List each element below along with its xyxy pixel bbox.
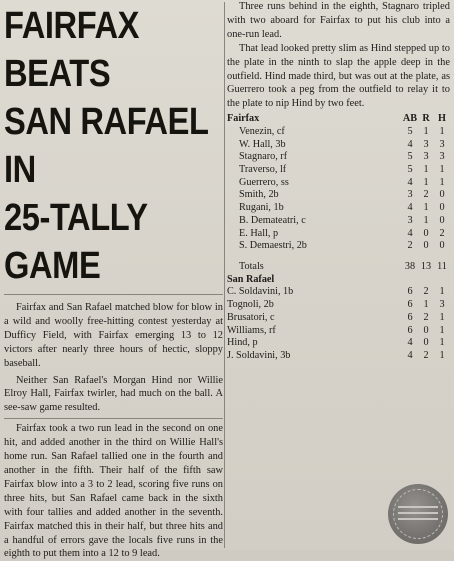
stat-h: 0 (439, 240, 445, 252)
box-score-row (227, 286, 450, 299)
stat-r: 0 (423, 240, 429, 252)
column-rule (224, 2, 225, 548)
player-name: Traverso, lf (239, 164, 287, 176)
stat-r: 1 (423, 202, 429, 214)
stat-ab: 5 (407, 151, 413, 163)
stat-r: 3 (423, 151, 429, 163)
stat-r: 0 (423, 227, 429, 239)
box-score-row (227, 337, 450, 350)
stat-h: 2 (439, 227, 445, 239)
player-name: Smith, 2b (239, 189, 279, 201)
stat-h: 1 (439, 125, 445, 137)
team-name-san-rafael: San Rafael (227, 273, 275, 285)
headline-divider (4, 294, 223, 295)
box-score-row (227, 139, 450, 152)
stat-h: 0 (439, 214, 445, 226)
box-score-row (227, 164, 450, 177)
stat-h: 1 (439, 164, 445, 176)
box-score-row (227, 202, 450, 215)
stat-ab: 4 (407, 337, 413, 349)
player-name: B. Demateatri, c (239, 214, 306, 226)
box-score-row (227, 228, 450, 241)
headline-line: SAN RAFAEL IN (4, 101, 208, 191)
player-name: J. Soldavini, 3b (227, 349, 291, 361)
stat-h: 1 (439, 324, 445, 336)
player-name: S. Demaestri, 2b (239, 240, 307, 252)
box-score-row (227, 312, 450, 325)
headline (4, 2, 221, 290)
san-rafael-player-list (227, 286, 450, 362)
stat-r: 2 (423, 286, 429, 298)
stat-h: 1 (439, 176, 445, 188)
totals-ab: 38 (404, 260, 416, 272)
stat-ab: 6 (407, 299, 413, 311)
player-name: Guerrero, ss (239, 176, 289, 188)
box-score (227, 113, 450, 362)
player-name: Williams, rf (227, 324, 276, 336)
header-h: H (438, 113, 446, 125)
san-rafael-header-row (227, 274, 450, 287)
stat-r: 3 (423, 138, 429, 150)
player-name: Tognoli, 2b (227, 299, 274, 311)
stat-r: 2 (423, 349, 429, 361)
baseball-seal-logo (388, 484, 448, 544)
player-name: Hind, p (227, 337, 258, 349)
left-column (4, 0, 223, 560)
stat-r: 2 (423, 311, 429, 323)
box-score-row (227, 189, 450, 202)
stat-r: 1 (423, 214, 429, 226)
totals-r: 13 (420, 260, 432, 272)
stat-h: 3 (439, 138, 445, 150)
box-score-row (227, 177, 450, 190)
box-score-row (227, 350, 450, 363)
stat-ab: 6 (407, 286, 413, 298)
stat-ab: 4 (407, 138, 413, 150)
stat-r: 0 (423, 324, 429, 336)
stat-ab: 2 (407, 240, 413, 252)
player-name: Brusatori, c (227, 311, 275, 323)
stat-ab: 5 (407, 125, 413, 137)
article-paragraph: Fairfax and San Rafael matched blow for blow in a wild and woolly free-hitting contest yesterday at Dufficy Field, with Fairfax emerging 13 to 12 victors after nearly three hours of hectic, sloppy baseball. (4, 302, 223, 369)
box-score-row (227, 325, 450, 338)
stat-ab: 4 (407, 227, 413, 239)
box-score-row (227, 151, 450, 164)
stat-h: 1 (439, 286, 445, 298)
player-name: W. Hall, 3b (239, 138, 286, 150)
player-name: C. Soldavini, 1b (227, 286, 294, 298)
header-r: R (422, 113, 430, 125)
article-paragraph: Neither San Rafael's Morgan Hind nor Willie Elroy Hall, Fairfax twirler, had much on the ball. A see-saw game resulted. (4, 374, 223, 414)
stat-ab: 3 (407, 214, 413, 226)
headline-line: 25-TALLY GAME (4, 197, 148, 287)
headline-line: FAIRFAX BEATS (4, 5, 139, 95)
stat-h: 3 (439, 151, 445, 163)
player-name: Stagnaro, rf (239, 151, 288, 163)
box-score-row (227, 299, 450, 312)
article-paragraph: Three runs behind in the eighth, Stagnaro tripled with two aboard for Fairfax to put his club into a one-run lead. (227, 1, 450, 40)
totals-label: Totals (239, 260, 264, 272)
stat-ab: 4 (407, 202, 413, 214)
totals-h: 11 (437, 260, 447, 272)
stat-ab: 6 (407, 311, 413, 323)
stat-r: 1 (423, 176, 429, 188)
right-column (227, 0, 450, 550)
stat-ab: 5 (407, 164, 413, 176)
stat-h: 3 (439, 299, 445, 311)
stat-ab: 4 (407, 349, 413, 361)
stat-ab: 3 (407, 189, 413, 201)
stat-r: 1 (423, 125, 429, 137)
stat-r: 2 (423, 189, 429, 201)
player-name: Venezin, cf (239, 125, 285, 137)
box-score-row (227, 126, 450, 139)
fairfax-totals-row (227, 261, 450, 274)
stat-ab: 6 (407, 324, 413, 336)
box-score-row (227, 240, 450, 253)
stat-h: 1 (439, 349, 445, 361)
fairfax-player-list (227, 126, 450, 253)
stat-r: 1 (423, 164, 429, 176)
stat-r: 0 (423, 337, 429, 349)
player-name: E. Hall, p (239, 227, 279, 239)
player-name: Rugani, 1b (239, 202, 284, 214)
box-score-row (227, 215, 450, 228)
article-paragraph: Fairfax took a two run lead in the second on one hit, and added another in the third on Willie Hall's home run. San Rafael tallied one in the fourth and another in the fifth. Their half of the fifth saw Fairfax blow into a 3 to 2 lead, scoring five runs on three hits, but San Rafael came back in the sixth with four tallies and added another in the seventh. Fairfax matched this in their half, but three hits and a handful of errors gave the locals five runs in the eighth to put them into a 12 to 9 lead. (4, 423, 223, 560)
stat-h: 0 (439, 202, 445, 214)
section-divider (4, 418, 223, 419)
stat-r: 1 (423, 299, 429, 311)
team-name-fairfax: Fairfax (227, 113, 260, 125)
stat-h: 1 (439, 311, 445, 323)
stat-ab: 4 (407, 176, 413, 188)
box-score-header-row (227, 113, 450, 126)
article-paragraph: That lead looked pretty slim as Hind stepped up to the plate in the ninth to slap the apple deep in the outfield. Hind made third, but was out at the plate, as Guerrero took a peg from the outfield to relay it to the plate to nip Hind by two feet. (227, 42, 450, 110)
stat-h: 1 (439, 337, 445, 349)
header-ab: AB (402, 113, 418, 125)
stat-h: 0 (439, 189, 445, 201)
